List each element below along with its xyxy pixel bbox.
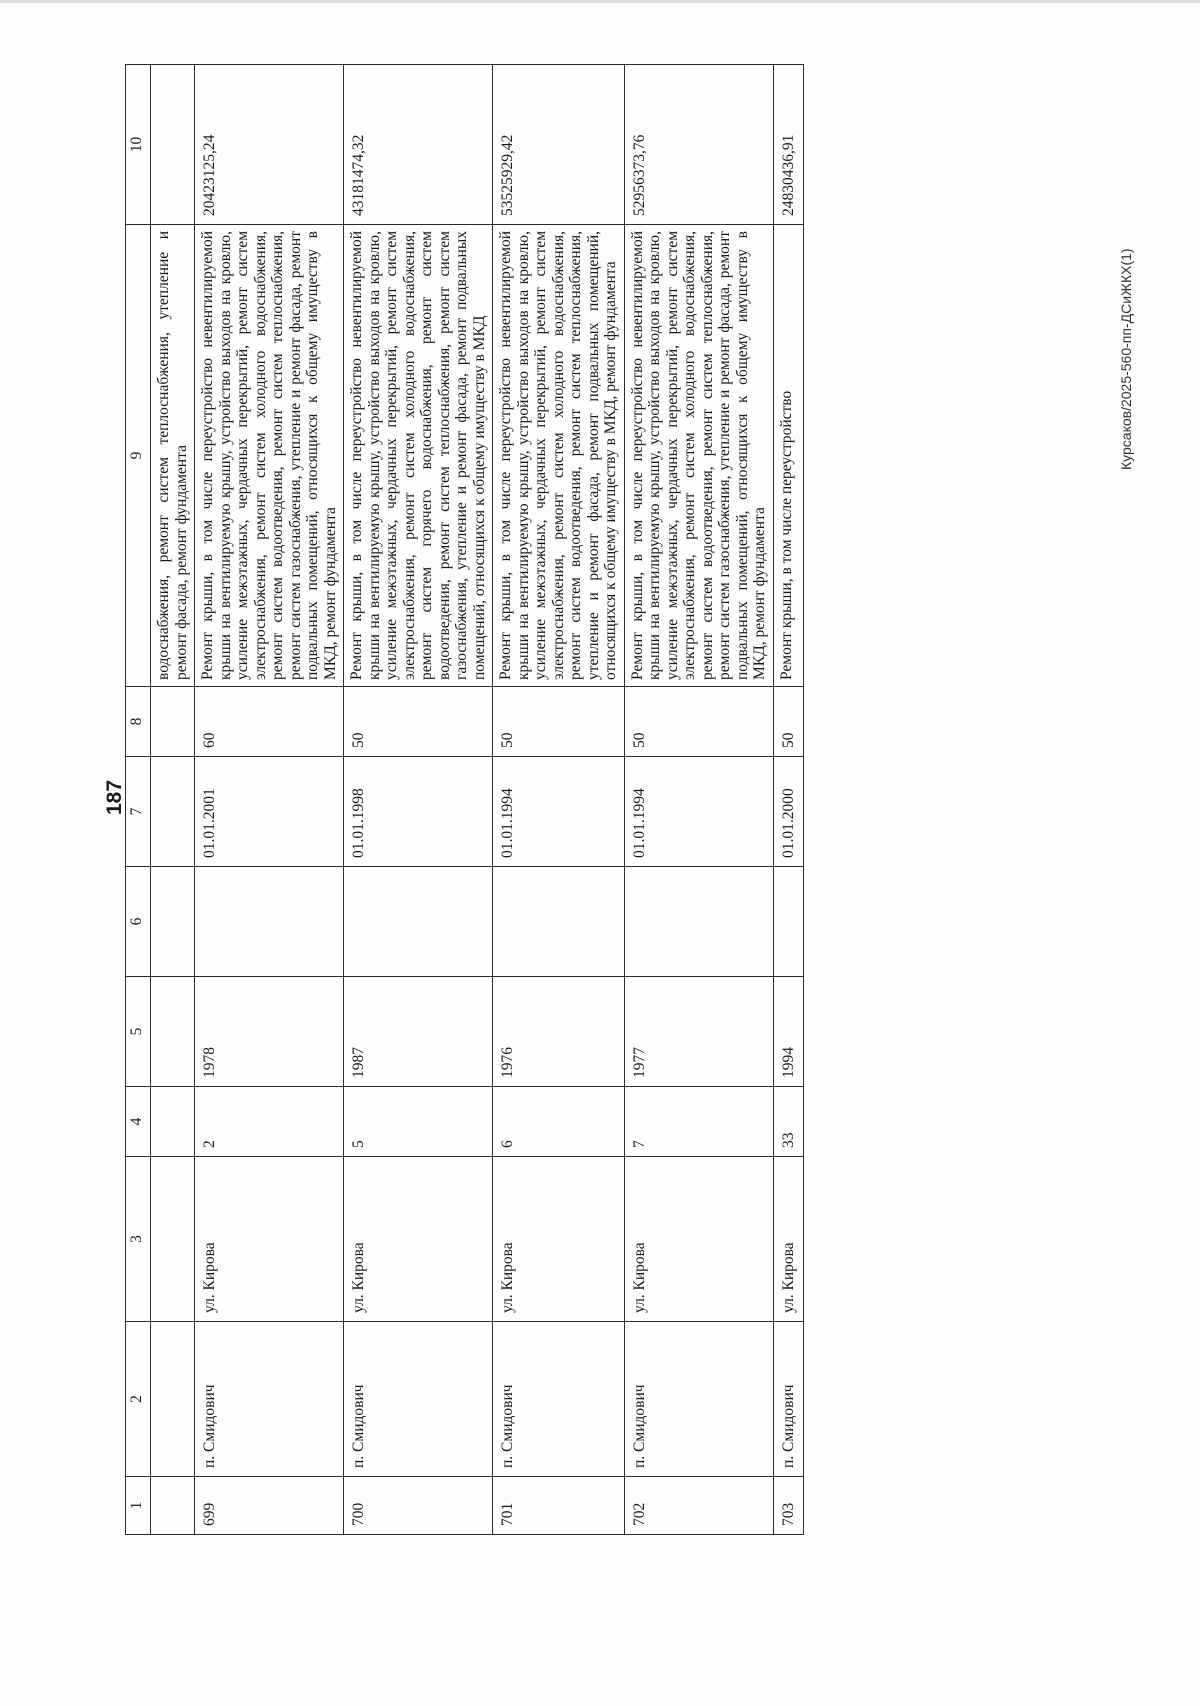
column-header-9: 9 [126,225,151,687]
cell-cost: 20423125,24 [195,65,344,225]
cell-num: 699 [195,1477,344,1535]
cell-cost: 43181474,32 [344,65,493,225]
cell-settlement: п. Смидович [773,1322,804,1477]
cell-date: 01.01.1994 [493,757,625,867]
cell-date: 01.01.1998 [344,757,493,867]
scan-edge [0,0,1200,3]
column-header-10: 10 [126,65,151,225]
houses-table [125,64,804,1535]
cell-works: Ремонт крыши, в том числе переустройство невентилируемой крыши на вентилируемую крышу, устройство выходов на кровлю, усиление межэтажных, чердачных перекрытий, ремонт систем электроснабжения, ремонт систем холодного водоснабжения, ремонт систем водоотведения, ремонт систем теплоснабжения, утепление и ремонт фасада, ремонт подвальных помещений, относящихся к общему имуществу в МКД, ремонт фундамента [493,225,625,687]
table-row [493,65,625,1535]
cell-house: 2 [195,1087,344,1157]
table-row [773,65,804,1535]
cell-house: 33 [773,1087,804,1157]
cell-percent: 50 [624,687,773,757]
cell-year: 1987 [344,977,493,1087]
cell-num: 700 [344,1477,493,1535]
cell-year: 1994 [773,977,804,1087]
cell-street: ул. Кирова [493,1157,625,1322]
cell-empty [151,1087,195,1157]
cell-cost: 52956373,76 [624,65,773,225]
cell-street: ул. Кирова [344,1157,493,1322]
cell-year: 1976 [493,977,625,1087]
cell-cost: 24830436,91 [773,65,804,225]
cell-empty [151,1157,195,1322]
cell-percent: 60 [195,687,344,757]
cell-empty [151,687,195,757]
cell-col6 [493,867,625,977]
cell-empty [151,977,195,1087]
table-row-continuation [151,65,195,1535]
cell-empty [151,65,195,225]
cell-col6 [773,867,804,977]
cell-house: 6 [493,1087,625,1157]
cell-empty [151,867,195,977]
cell-col6 [624,867,773,977]
cell-works: Ремонт крыши, в том числе переустройство невентилируемой крыши на вентилируемую крышу, устройство выходов на кровлю, усиление межэтажных, чердачных перекрытий, ремонт систем электроснабжения, ремонт систем холодного водоснабжения, ремонт систем горячего водоснабжения, ремонт систем водоотведения, ремонт систем теплоснабжения, ремонт систем газоснабжения, утепление и ремонт фасада, ремонт подвальных помещений, относящихся к общему имуществу в МКД [344,225,493,687]
column-header-1: 1 [126,1477,151,1535]
cell-percent: 50 [344,687,493,757]
cell-works: Ремонт крыши, в том числе переустройство [773,225,804,687]
table-header-row [126,65,151,1535]
cell-percent: 50 [493,687,625,757]
column-header-6: 6 [126,867,151,977]
cell-street: ул. Кирова [195,1157,344,1322]
footer-code: Курсаков/2025-560-пп-ДСиЖКХ(1) [1118,248,1134,470]
cell-works: Ремонт крыши, в том числе переустройство невентилируемой крыши на вентилируемую крышу, устройство выходов на кровлю, усиление межэтажных, чердачных перекрытий, ремонт систем электроснабжения, ремонт систем холодного водоснабжения, ремонт систем водоотведения, ремонт систем теплоснабжения, ремонт систем газоснабжения, утепление и ремонт фасада, ремонт подвальных помещений, относящихся к общему имуществу в МКД, ремонт фундамента [624,225,773,687]
cell-num: 702 [624,1477,773,1535]
column-header-8: 8 [126,687,151,757]
cell-num: 701 [493,1477,625,1535]
cell-cost: 53525929,42 [493,65,625,225]
cell-settlement: п. Смидович [195,1322,344,1477]
cell-settlement: п. Смидович [344,1322,493,1477]
rotated-table-container [125,65,1071,1535]
cell-date: 01.01.1994 [624,757,773,867]
cell-date: 01.01.2000 [773,757,804,867]
cell-col6 [195,867,344,977]
cell-empty [151,1477,195,1535]
cell-street: ул. Кирова [624,1157,773,1322]
column-header-4: 4 [126,1087,151,1157]
cell-year: 1977 [624,977,773,1087]
column-header-5: 5 [126,977,151,1087]
cell-works: Ремонт крыши, в том числе переустройство невентилируемой крыши на вентилируемую крышу, устройство выходов на кровлю, усиление межэтажных, чердачных перекрытий, ремонт систем электроснабжения, ремонт систем холодного водоснабжения, ремонт систем водоотведения, ремонт систем теплоснабжения, ремонт систем газоснабжения, утепление и ремонт фасада, ремонт подвальных помещений, относящихся к общему имуществу в МКД, ремонт фундамента [195,225,344,687]
cell-street: ул. Кирова [773,1157,804,1322]
cell-house: 5 [344,1087,493,1157]
column-header-3: 3 [126,1157,151,1322]
table-row [195,65,344,1535]
cell-col6 [344,867,493,977]
cell-year: 1978 [195,977,344,1087]
cell-percent: 50 [773,687,804,757]
column-header-7: 7 [126,757,151,867]
column-header-2: 2 [126,1322,151,1477]
table-row [624,65,773,1535]
page-number: 187 [103,779,126,815]
cell-settlement: п. Смидович [624,1322,773,1477]
table-row [344,65,493,1535]
cell-settlement: п. Смидович [493,1322,625,1477]
cell-empty [151,1322,195,1477]
cell-date: 01.01.2001 [195,757,344,867]
cell-empty [151,757,195,867]
cell-works: водоснабжения, ремонт систем теплоснабжения, утепление и ремонт фасада, ремонт фундамента [151,225,195,687]
cell-num: 703 [773,1477,804,1535]
cell-house: 7 [624,1087,773,1157]
